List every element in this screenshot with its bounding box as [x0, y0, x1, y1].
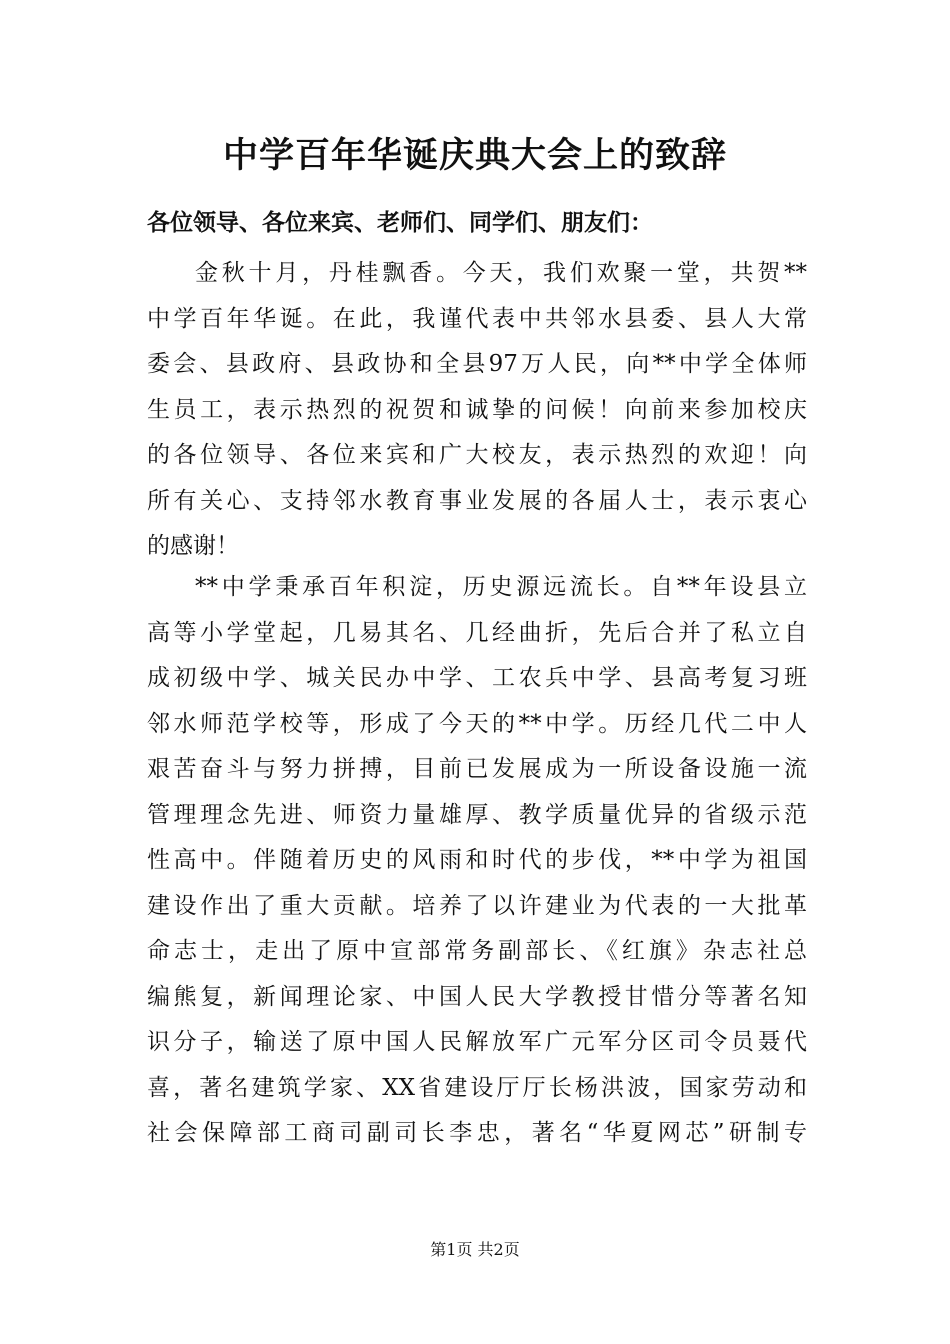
paragraph-line: 社会保障部工商司副司长李忠，著名“华夏网芯”研制专 [147, 1120, 807, 1146]
document-title: 中学百年华诞庆典大会上的致辞 [222, 135, 727, 176]
paragraph-line: **中学秉承百年积淀，历史源远流长。自**年设县立 [195, 574, 807, 600]
paragraph-line: 识分子，输送了原中国人民解放军广元军分区司令员聂代 [147, 1029, 807, 1055]
paragraph-line: 高等小学堂起，几易其名、几经曲折，先后合并了私立自 [147, 619, 807, 646]
salutation: 各位领导、各位来宾、老师们、同学们、朋友们： [147, 209, 653, 236]
paragraph-line: 喜，著名建筑学家、XX省建设厅厅长杨洪波，国家劳动和 [147, 1074, 807, 1101]
paragraph-line: 命志士，走出了原中宣部常务副部长、《红旗》杂志社总 [147, 938, 807, 964]
paragraph-line: 邻水师范学校等，形成了今天的**中学。历经几代二中人 [147, 710, 807, 737]
paragraph-line: 编熊复，新闻理论家、中国人民大学教授甘惜分等著名知 [147, 983, 807, 1010]
paragraph-line: 所有关心、支持邻水教育事业发展的各届人士，表示衷心 [147, 487, 807, 514]
page-footer: 第1页 共2页 [430, 1240, 520, 1259]
paragraph-line: 的感谢！ [147, 533, 239, 559]
paragraph-line: 成初级中学、城关民办中学、工农兵中学、县高考复习班 [147, 665, 807, 691]
paragraph-line: 金秋十月，丹桂飘香。今天，我们欢聚一堂，共贺** [195, 260, 807, 286]
paragraph-line: 管理理念先进、师资力量雄厚、教学质量优异的省级示范 [147, 801, 807, 828]
paragraph-line: 的各位领导、各位来宾和广大校友，表示热烈的欢迎！向 [147, 442, 807, 468]
paragraph-line: 委会、县政府、县政协和全县97万人民，向**中学全体师 [147, 351, 807, 377]
paragraph-line: 中学百年华诞。在此，我谨代表中共邻水县委、县人大常 [147, 305, 807, 332]
paragraph-line: 性高中。伴随着历史的风雨和时代的步伐，**中学为祖国 [147, 847, 807, 873]
paragraph-line: 生员工，表示热烈的祝贺和诚挚的问候！向前来参加校庆 [147, 396, 807, 423]
paragraph-2 [147, 565, 807, 1157]
paragraph-line: 建设作出了重大贡献。培养了以许建业为代表的一大批革 [147, 892, 807, 919]
paragraph-line: 艰苦奋斗与努力拼搏，目前已发展成为一所设备设施一流 [147, 756, 807, 782]
paragraph-1 [147, 251, 807, 570]
